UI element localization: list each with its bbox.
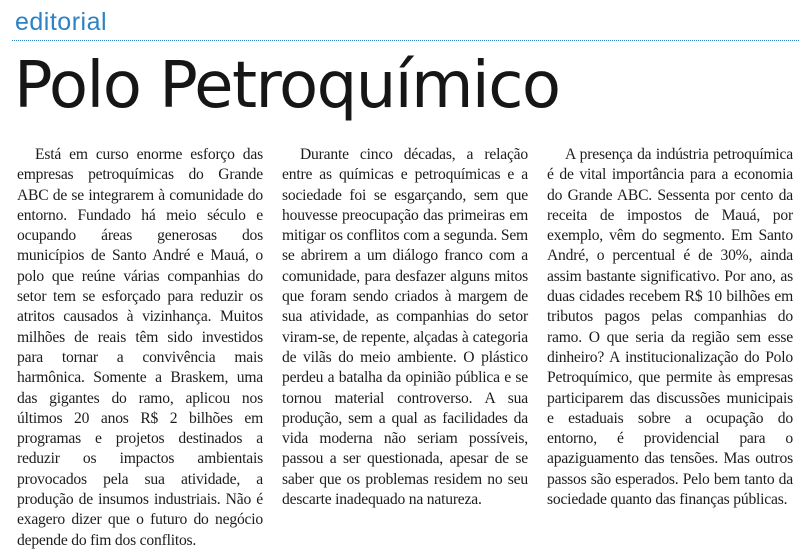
article-column-2 — [282, 145, 528, 507]
column-2-paragraph: Durante cinco décadas, a relação entre as químicas e petroquímicas e a sociedade foi se esgarçando, sem que houvesse preocupação das primeiras em mitigar os conflitos com a segunda. Sem se abrirem a um diálogo franco com a comunidade, para desfazer alguns mitos que foram sendo criados à margem de sua atividade, as companhias do setor viram-se, de repente, alçadas à categoria de vilãs do meio ambiente. O plástico perdeu a batalha da opinião pública e se tornou material controverso. A sua produção, sem a qual as facilidades da vida moderna não seriam possíveis, passou a ser questionada, apesar de se saber que os problemas residem no seu descarte inadequado na natureza. — [282, 146, 528, 509]
section-label: editorial — [15, 8, 108, 36]
column-3-paragraph: A presença da indústria petroquímica é de vital importância para a economia do Grande ABC. Sessenta por cento da receita de impostos de Mauá, por exemplo, vêm do segmento. Em Santo André, o percentual é de 30%, ainda assim bastante significativo. Por ano, as duas cidades recebem R$ 10 bilhões em tributos pagos pelas companhias do ramo. O que seria da região sem esse dinheiro? A institucionalização do Polo Petroquímico, que permite às empresas participarem das discussões municipais e estaduais sobre a ocupação do entorno, é providencial para o apaziguamento das tensões. Mas outros passos são esperados. Pelo bem tanto da sociedade quanto das finanças públicas. — [547, 146, 793, 509]
article-column-3 — [547, 145, 793, 507]
headline: Polo Petroquímico — [14, 49, 560, 123]
article-column-1 — [17, 145, 263, 549]
column-1-paragraph: Está em curso enorme esforço das empresas petroquímicas do Grande ABC de se integrarem à comunidade do entorno. Fundado há meio século e ocupando áreas generosas dos municípios de Santo André e Mauá, o polo que reúne várias companhias do setor tem se esforçado para reduzir os atritos causados à vizinhança. Muitos milhões de reais têm sido investidos para tornar a convivência mais harmônica. Somente a Braskem, uma das gigantes do ramo, aplicou nos últimos 20 anos R$ 2 bilhões em programas e projetos destinados a reduzir os impactos ambientais provocados pela sua atividade, a produção de insumos industriais. Não é exagero dizer que o futuro do negócio depende do fim dos conflitos. — [17, 146, 263, 549]
section-divider — [12, 40, 799, 41]
article-columns — [17, 145, 793, 549]
